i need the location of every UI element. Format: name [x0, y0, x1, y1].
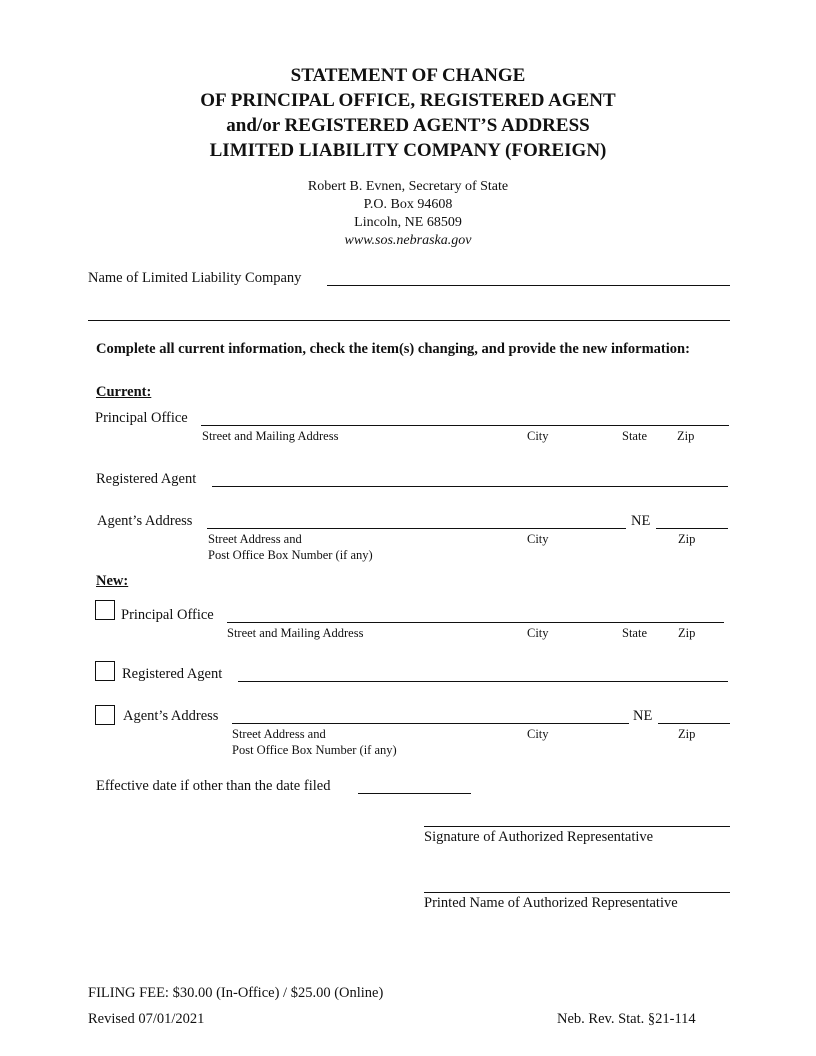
new-agent-address-field[interactable] — [232, 723, 629, 724]
revised-date: Revised 07/01/2021 — [88, 1011, 205, 1027]
po-box: P.O. Box 94608 — [363, 197, 453, 212]
signature-label: Signature of Authorized Representative — [424, 829, 654, 845]
current-agent-city-label: City — [527, 532, 549, 546]
new-registered-agent-checkbox[interactable] — [95, 661, 115, 681]
new-heading: New: — [96, 573, 129, 589]
printed-name-label: Printed Name of Authorized Representative — [424, 895, 678, 911]
city-line: Lincoln, NE 68509 — [354, 215, 462, 230]
new-principal-state-label: State — [622, 626, 647, 640]
title-line-2: OF PRINCIPAL OFFICE, REGISTERED AGENT — [200, 90, 616, 111]
new-registered-agent-field[interactable] — [238, 681, 728, 682]
signature-field[interactable] — [424, 826, 730, 827]
current-principal-office-field[interactable] — [201, 425, 729, 426]
current-principal-zip-label: Zip — [677, 429, 695, 443]
effective-date-field[interactable] — [358, 793, 471, 794]
new-agent-address-checkbox[interactable] — [95, 705, 115, 725]
current-principal-city-label: City — [527, 429, 549, 443]
new-agent-street-label-1: Street Address and — [232, 727, 326, 741]
title-line-3: and/or REGISTERED AGENT’S ADDRESS — [226, 115, 590, 136]
office-name: Robert B. Evnen, Secretary of State — [307, 179, 509, 194]
new-principal-city-label: City — [527, 626, 549, 640]
current-agent-zip-field[interactable] — [656, 528, 728, 529]
current-principal-office-label: Principal Office — [95, 410, 188, 426]
instructions: Complete all current information, check the item(s) changing, and provide the new information: — [96, 341, 690, 357]
new-principal-office-field[interactable] — [227, 622, 724, 623]
new-agent-city-label: City — [527, 727, 549, 741]
new-principal-street-label: Street and Mailing Address — [227, 626, 364, 640]
current-agent-street-label-1: Street Address and — [208, 532, 302, 546]
current-heading: Current: — [96, 384, 152, 400]
current-agent-address-label: Agent’s Address — [97, 513, 193, 529]
statute-reference: Neb. Rev. Stat. §21-114 — [557, 1011, 696, 1027]
current-principal-street-label: Street and Mailing Address — [202, 429, 339, 443]
new-agent-zip-label: Zip — [678, 727, 696, 741]
current-registered-agent-field[interactable] — [212, 486, 728, 487]
printed-name-field[interactable] — [424, 892, 730, 893]
current-agent-address-field[interactable] — [207, 528, 626, 529]
filing-fee: FILING FEE: $30.00 (In-Office) / $25.00 (Online) — [88, 985, 384, 1001]
company-name-field[interactable] — [327, 285, 730, 286]
new-principal-office-label: Principal Office — [121, 607, 214, 623]
new-principal-office-checkbox[interactable] — [95, 600, 115, 620]
current-registered-agent-label: Registered Agent — [96, 471, 197, 487]
website-link[interactable]: www.sos.nebraska.gov — [344, 233, 472, 248]
new-registered-agent-label: Registered Agent — [122, 666, 223, 682]
current-agent-street-label-2: Post Office Box Number (if any) — [208, 548, 373, 562]
effective-date-label: Effective date if other than the date filed — [96, 778, 331, 794]
title-line-1: STATEMENT OF CHANGE — [290, 65, 526, 86]
new-agent-street-label-2: Post Office Box Number (if any) — [232, 743, 397, 757]
current-principal-state-label: State — [622, 429, 647, 443]
new-ne-label: NE — [633, 708, 653, 724]
company-name-label: Name of Limited Liability Company — [88, 270, 302, 286]
new-principal-zip-label: Zip — [678, 626, 696, 640]
new-agent-address-label: Agent’s Address — [123, 708, 219, 724]
new-agent-zip-field[interactable] — [658, 723, 730, 724]
current-ne-label: NE — [631, 513, 651, 529]
current-agent-zip-label: Zip — [678, 532, 696, 546]
company-name-field-line-2[interactable] — [88, 320, 730, 321]
title-line-4: LIMITED LIABILITY COMPANY (FOREIGN) — [209, 140, 607, 161]
